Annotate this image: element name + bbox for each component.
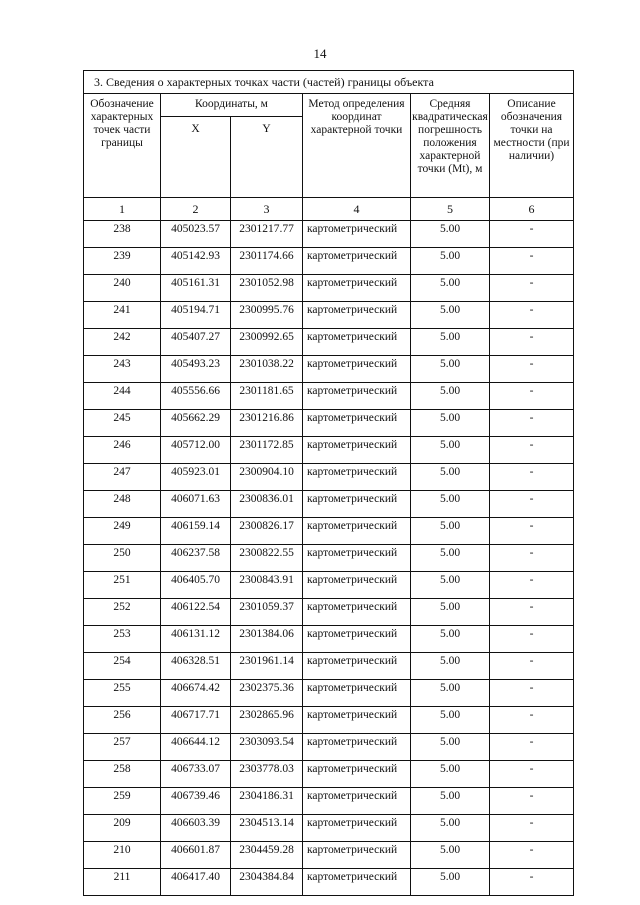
cell-point: 242	[84, 329, 161, 356]
cell-description: -	[490, 410, 574, 437]
cell-point: 246	[84, 437, 161, 464]
section-title: 3. Сведения о характерных точках части (частей) границы объекта	[84, 71, 574, 94]
cell-y: 2301172.85	[231, 437, 303, 464]
cell-y: 2301217.77	[231, 221, 303, 248]
table-row	[84, 356, 574, 383]
cell-x: 406328.51	[161, 653, 231, 680]
cell-point: 245	[84, 410, 161, 437]
cell-x: 405161.31	[161, 275, 231, 302]
cell-error: 5.00	[411, 356, 490, 383]
cell-method: картометрический	[303, 545, 411, 572]
cell-description: -	[490, 437, 574, 464]
cell-point: 253	[84, 626, 161, 653]
cell-description: -	[490, 734, 574, 761]
cell-error: 5.00	[411, 599, 490, 626]
cell-error: 5.00	[411, 761, 490, 788]
cell-point: 255	[84, 680, 161, 707]
table-row	[84, 491, 574, 518]
cell-method: картометрический	[303, 815, 411, 842]
table-row	[84, 410, 574, 437]
cell-point: 251	[84, 572, 161, 599]
cell-method: картометрический	[303, 707, 411, 734]
table-row	[84, 275, 574, 302]
cell-description: -	[490, 653, 574, 680]
cell-point: 250	[84, 545, 161, 572]
table-row	[84, 815, 574, 842]
cell-x: 405923.01	[161, 464, 231, 491]
cell-description: -	[490, 302, 574, 329]
cell-method: картометрический	[303, 680, 411, 707]
cell-method: картометрический	[303, 734, 411, 761]
cell-x: 405556.66	[161, 383, 231, 410]
cell-description: -	[490, 275, 574, 302]
header-y: Y	[231, 117, 303, 198]
column-number: 1	[84, 198, 161, 221]
cell-x: 406644.12	[161, 734, 231, 761]
cell-y: 2304459.28	[231, 842, 303, 869]
section-title-row	[84, 71, 574, 94]
table-row	[84, 383, 574, 410]
cell-point: 238	[84, 221, 161, 248]
cell-error: 5.00	[411, 329, 490, 356]
cell-y: 2303778.03	[231, 761, 303, 788]
table-row	[84, 707, 574, 734]
table-row	[84, 545, 574, 572]
cell-description: -	[490, 518, 574, 545]
table-row	[84, 653, 574, 680]
cell-y: 2300843.91	[231, 572, 303, 599]
cell-method: картометрический	[303, 221, 411, 248]
table-row	[84, 329, 574, 356]
cell-point: 211	[84, 869, 161, 896]
cell-y: 2302375.36	[231, 680, 303, 707]
cell-x: 405407.27	[161, 329, 231, 356]
cell-error: 5.00	[411, 410, 490, 437]
table-row	[84, 599, 574, 626]
cell-error: 5.00	[411, 572, 490, 599]
table-row	[84, 788, 574, 815]
column-number: 4	[303, 198, 411, 221]
cell-x: 405023.57	[161, 221, 231, 248]
cell-error: 5.00	[411, 734, 490, 761]
cell-method: картометрический	[303, 788, 411, 815]
cell-description: -	[490, 221, 574, 248]
table-row	[84, 680, 574, 707]
cell-point: 259	[84, 788, 161, 815]
table-row	[84, 572, 574, 599]
table-row	[84, 464, 574, 491]
cell-y: 2300904.10	[231, 464, 303, 491]
cell-error: 5.00	[411, 464, 490, 491]
cell-point: 256	[84, 707, 161, 734]
page-number: 14	[313, 46, 327, 61]
cell-y: 2301216.86	[231, 410, 303, 437]
cell-error: 5.00	[411, 653, 490, 680]
cell-error: 5.00	[411, 383, 490, 410]
cell-point: 243	[84, 356, 161, 383]
cell-y: 2300995.76	[231, 302, 303, 329]
table-body	[84, 221, 574, 896]
cell-description: -	[490, 599, 574, 626]
cell-method: картометрический	[303, 599, 411, 626]
cell-x: 406601.87	[161, 842, 231, 869]
cell-x: 406405.70	[161, 572, 231, 599]
table-row	[84, 734, 574, 761]
table-row	[84, 437, 574, 464]
cell-point: 252	[84, 599, 161, 626]
cell-point: 248	[84, 491, 161, 518]
cell-description: -	[490, 869, 574, 896]
cell-point: 254	[84, 653, 161, 680]
table-row	[84, 626, 574, 653]
cell-description: -	[490, 248, 574, 275]
cell-point: 239	[84, 248, 161, 275]
cell-description: -	[490, 545, 574, 572]
cell-point: 241	[84, 302, 161, 329]
boundary-points-table-container	[83, 70, 573, 896]
cell-x: 406131.12	[161, 626, 231, 653]
cell-method: картометрический	[303, 626, 411, 653]
table-row	[84, 518, 574, 545]
column-number-row	[84, 198, 574, 221]
cell-method: картометрический	[303, 842, 411, 869]
boundary-points-table	[83, 70, 574, 896]
cell-y: 2301181.65	[231, 383, 303, 410]
cell-error: 5.00	[411, 707, 490, 734]
cell-method: картометрический	[303, 356, 411, 383]
cell-y: 2304384.84	[231, 869, 303, 896]
cell-point: 247	[84, 464, 161, 491]
cell-error: 5.00	[411, 437, 490, 464]
cell-y: 2301059.37	[231, 599, 303, 626]
table-row	[84, 842, 574, 869]
cell-x: 405142.93	[161, 248, 231, 275]
cell-error: 5.00	[411, 248, 490, 275]
cell-method: картометрический	[303, 518, 411, 545]
column-number: 5	[411, 198, 490, 221]
cell-description: -	[490, 626, 574, 653]
cell-y: 2300992.65	[231, 329, 303, 356]
cell-error: 5.00	[411, 518, 490, 545]
cell-error: 5.00	[411, 815, 490, 842]
table-row	[84, 221, 574, 248]
cell-y: 2300836.01	[231, 491, 303, 518]
header-point: Обозначение характерных точек части границы	[84, 94, 161, 198]
cell-point: 257	[84, 734, 161, 761]
cell-x: 405194.71	[161, 302, 231, 329]
cell-x: 405493.23	[161, 356, 231, 383]
cell-description: -	[490, 707, 574, 734]
column-number: 2	[161, 198, 231, 221]
column-number: 3	[231, 198, 303, 221]
cell-error: 5.00	[411, 788, 490, 815]
cell-description: -	[490, 329, 574, 356]
cell-x: 406674.42	[161, 680, 231, 707]
cell-method: картометрический	[303, 248, 411, 275]
table-row	[84, 302, 574, 329]
cell-description: -	[490, 761, 574, 788]
table-row	[84, 869, 574, 896]
cell-y: 2300826.17	[231, 518, 303, 545]
column-number: 6	[490, 198, 574, 221]
cell-description: -	[490, 680, 574, 707]
cell-method: картометрический	[303, 383, 411, 410]
table-row	[84, 761, 574, 788]
cell-y: 2301174.66	[231, 248, 303, 275]
cell-x: 406071.63	[161, 491, 231, 518]
cell-x: 406417.40	[161, 869, 231, 896]
cell-method: картометрический	[303, 437, 411, 464]
cell-error: 5.00	[411, 680, 490, 707]
cell-method: картометрический	[303, 869, 411, 896]
cell-method: картометрический	[303, 761, 411, 788]
cell-method: картометрический	[303, 572, 411, 599]
cell-method: картометрический	[303, 302, 411, 329]
header-row	[84, 94, 574, 117]
cell-method: картометрический	[303, 410, 411, 437]
cell-x: 406733.07	[161, 761, 231, 788]
cell-description: -	[490, 788, 574, 815]
cell-y: 2304513.14	[231, 815, 303, 842]
cell-error: 5.00	[411, 221, 490, 248]
cell-error: 5.00	[411, 491, 490, 518]
cell-x: 406717.71	[161, 707, 231, 734]
cell-description: -	[490, 815, 574, 842]
table-row	[84, 248, 574, 275]
cell-y: 2303093.54	[231, 734, 303, 761]
cell-description: -	[490, 383, 574, 410]
header-x: X	[161, 117, 231, 198]
cell-error: 5.00	[411, 842, 490, 869]
cell-x: 406739.46	[161, 788, 231, 815]
cell-y: 2301384.06	[231, 626, 303, 653]
cell-error: 5.00	[411, 626, 490, 653]
cell-x: 405662.29	[161, 410, 231, 437]
cell-y: 2302865.96	[231, 707, 303, 734]
cell-method: картометрический	[303, 329, 411, 356]
cell-point: 209	[84, 815, 161, 842]
cell-point: 210	[84, 842, 161, 869]
cell-y: 2301961.14	[231, 653, 303, 680]
cell-description: -	[490, 356, 574, 383]
cell-error: 5.00	[411, 545, 490, 572]
cell-x: 405712.00	[161, 437, 231, 464]
cell-y: 2300822.55	[231, 545, 303, 572]
cell-point: 244	[84, 383, 161, 410]
cell-point: 258	[84, 761, 161, 788]
cell-method: картометрический	[303, 653, 411, 680]
cell-error: 5.00	[411, 275, 490, 302]
cell-x: 406159.14	[161, 518, 231, 545]
cell-y: 2301038.22	[231, 356, 303, 383]
header-method: Метод определения координат характерной точки	[303, 94, 411, 198]
cell-description: -	[490, 842, 574, 869]
cell-description: -	[490, 464, 574, 491]
cell-point: 249	[84, 518, 161, 545]
cell-x: 406237.58	[161, 545, 231, 572]
cell-method: картометрический	[303, 464, 411, 491]
cell-description: -	[490, 572, 574, 599]
cell-method: картометрический	[303, 491, 411, 518]
cell-description: -	[490, 491, 574, 518]
cell-y: 2301052.98	[231, 275, 303, 302]
cell-method: картометрический	[303, 275, 411, 302]
cell-point: 240	[84, 275, 161, 302]
header-coordinates: Координаты, м	[161, 94, 303, 117]
cell-error: 5.00	[411, 869, 490, 896]
cell-error: 5.00	[411, 302, 490, 329]
header-error: Средняя квадратическая погрешность положения характерной точки (Mt), м	[411, 94, 490, 198]
cell-x: 406603.39	[161, 815, 231, 842]
cell-x: 406122.54	[161, 599, 231, 626]
cell-y: 2304186.31	[231, 788, 303, 815]
header-description: Описание обозначения точки на местности (при наличии)	[490, 94, 574, 198]
